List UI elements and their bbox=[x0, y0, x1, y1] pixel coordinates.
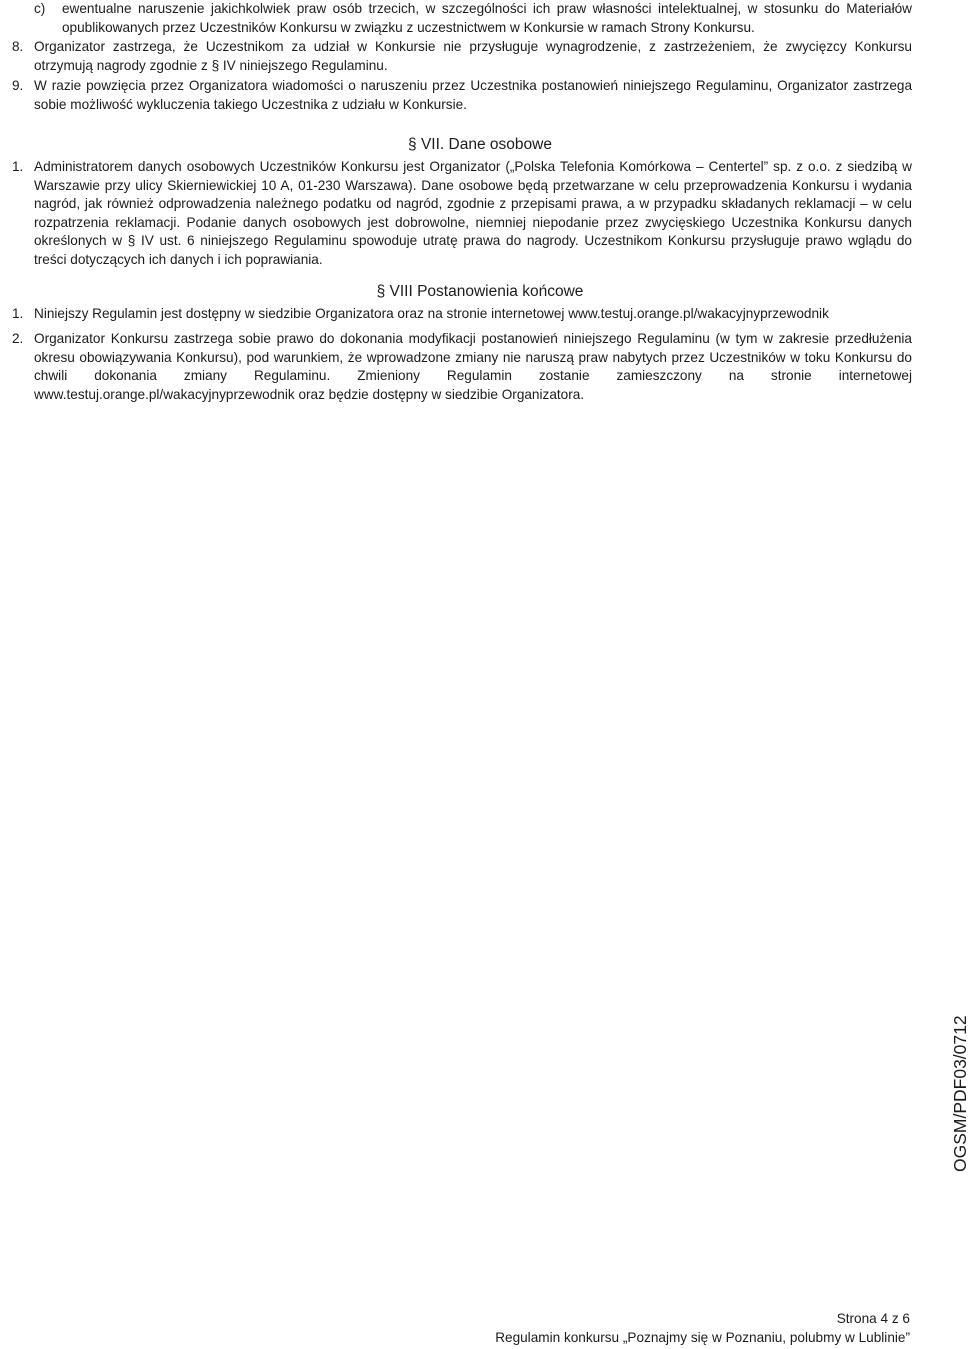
item-number: 1. bbox=[12, 306, 24, 321]
list-item-vii-1 bbox=[0, 158, 960, 270]
item-number: 1. bbox=[12, 159, 24, 174]
list-item-9 bbox=[0, 77, 960, 114]
list-item-viii-2 bbox=[0, 330, 960, 404]
item-text: ewentualne naruszenie jakichkolwiek praw osób trzecich, w szczególności ich praw własności intelektualnej, w stosunku do Materiałów opublikowanych przez Uczestników Konkursu w związku z uczestnictwem w Konkursie w ramach Strony Konkursu. bbox=[62, 1, 912, 35]
section-heading-postanowienia-koncowe: § VIII Postanowienia końcowe bbox=[376, 283, 584, 300]
list-item-8 bbox=[0, 38, 960, 75]
item-number: c) bbox=[34, 1, 46, 16]
list-item-c bbox=[0, 0, 960, 37]
page-number: Strona 4 z 6 bbox=[836, 1311, 910, 1326]
item-number: 2. bbox=[12, 331, 24, 346]
item-number: 8. bbox=[12, 39, 24, 54]
item-text: Organizator zastrzega, że Uczestnikom za udział w Konkursie nie przysługuje wynagrodzenie, z zastrzeżeniem, że zwycięzcy Konkursu otrzymują nagrody zgodnie z § IV niniejszego Regulaminu. bbox=[34, 39, 912, 73]
section-heading-dane-osobowe: § VII. Dane osobowe bbox=[408, 136, 552, 153]
document-code: OGSM/PDF03/0712 bbox=[950, 1015, 970, 1172]
item-text: Organizator Konkursu zastrzega sobie prawo do dokonania modyfikacji postanowień niniejszego Regulaminu (w tym w zakresie przedłużenia okresu obowiązywania Konkursu), pod warunkiem, że wprowadzone zmiany nie naruszą praw nabytych przez Uczestników w toku Konkursu do chwili dokonania zmiany Regulaminu. Zmieniony Regulamin zostanie zamieszczony na stronie internetowej www.testuj.orange.pl/wakacyjnyprzewodnik oraz będzie dostępny w siedzibie Organizatora. bbox=[34, 331, 912, 402]
item-text: Niniejszy Regulamin jest dostępny w siedzibie Organizatora oraz na stronie internetowej www.testuj.orange.pl/wakacyjnyprzewodnik bbox=[34, 306, 829, 321]
footer-title: Regulamin konkursu „Poznajmy się w Poznaniu, polubmy w Lublinie” bbox=[495, 1330, 910, 1345]
item-text: Administratorem danych osobowych Uczestników Konkursu jest Organizator („Polska Telefonia Komórkowa – Centertel” sp. z o.o. z siedzibą w Warszawie przy ulicy Skierniewickiej 10 A, 01-230 Warszawa). Dane osobowe będą przetwarzane w celu przeprowadzenia Konkursu i wydania nagród, jak również odprowadzenia należnego podatku od nagród, zgodnie z przepisami prawa, a w przypadku składanych reklamacji – w celu rozpatrzenia reklamacji. Podanie danych osobowych jest dobrowolne, niemniej niepodanie przez zwycięskiego Uczestnika Konkursu danych określonych w § IV ust. 6 niniejszego Regulaminu spowoduje utratę prawa do nagrody. Uczestnikom Konkursu przysługuje prawo wglądu do treści dotyczących ich danych i ich poprawiania. bbox=[34, 159, 912, 267]
item-number: 9. bbox=[12, 78, 24, 93]
list-item-viii-1 bbox=[0, 305, 960, 324]
item-text: W razie powzięcia przez Organizatora wiadomości o naruszeniu przez Uczestnika postanowień niniejszego Regulaminu, Organizator zastrzega sobie możliwość wykluczenia takiego Uczestnika z udziału w Konkursie. bbox=[34, 78, 912, 112]
